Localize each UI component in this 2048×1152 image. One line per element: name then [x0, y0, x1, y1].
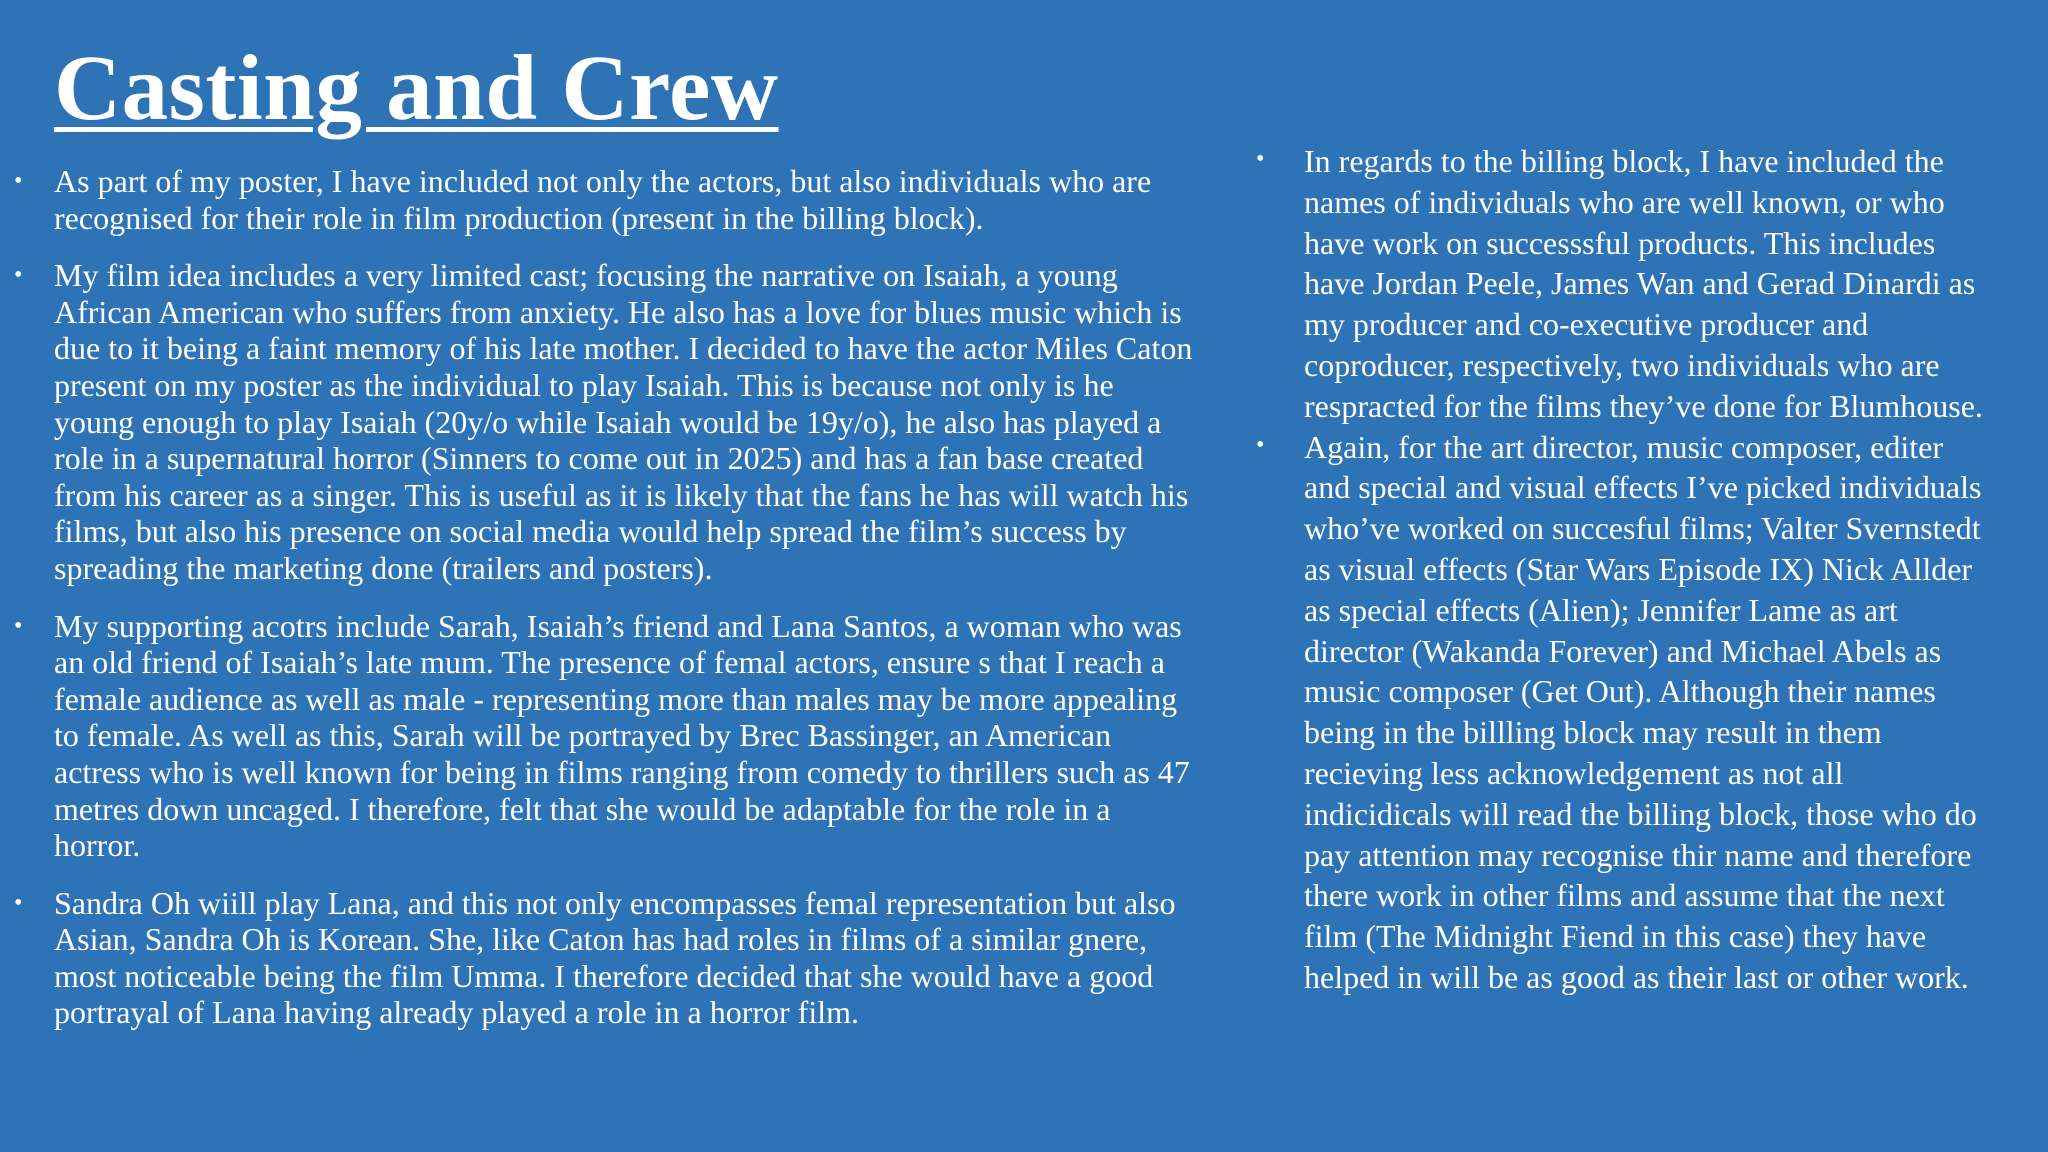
bullet-icon: •	[1256, 431, 1265, 458]
right-bullet-list	[1252, 141, 1992, 998]
left-bullet-3	[14, 608, 1199, 864]
left-bullet-1	[14, 163, 1199, 236]
bullet-icon: •	[14, 612, 23, 639]
bullet-text: In regards to the billing block, I have included the names of individuals who are well known, or who have work on successsful products. This includes have Jordan Peele, James Wan and Gerad Dinardi as my producer and co-executive producer and coproducer, respectively, two individuals who are respracted for the films they’ve done for Blumhouse.	[1304, 143, 1983, 424]
bullet-icon: •	[14, 262, 23, 289]
bullet-text: As part of my poster, I have included not only the actors, but also individuals who are recognised for their role in film production (present in the billing block).	[54, 163, 1152, 236]
right-bullet-2	[1252, 427, 1992, 998]
right-bullet-1	[1252, 141, 1992, 427]
bullet-text: Sandra Oh wiill play Lana, and this not only encompasses femal representation but also Asian, Sandra Oh is Korean. She, like Caton has had roles in films of a similar gnere, most noticeable being the film Umma. I therefore decided that she would have a good portrayal of Lana having already played a role in a horror film.	[54, 884, 1176, 1031]
bullet-icon: •	[14, 889, 23, 916]
bullet-icon: •	[1256, 146, 1265, 172]
left-bullet-4	[14, 885, 1199, 1031]
left-bullet-list	[14, 163, 1199, 1052]
bullet-text: Again, for the art director, music composer, editer and special and visual effects I’ve picked individuals who’ve worked on succesful films; Valter Svernstedt as visual effects (Star Wars Episode IX) Nick Allder as special effects (Alien); Jennifer Lame as art director (Wakanda Forever) and Michael Abels as music composer (Get Out). Although their names being in the billling block may result in them recieving less acknowledgement as not all indicidicals will read the billing block, those who do pay attention may recognise thir name and therefore there work in other films and assume that the next film (The Midnight Fiend in this case) they have helped in will be as good as their last or other work.	[1304, 428, 1982, 995]
slide-title: Casting and Crew	[54, 37, 779, 140]
bullet-text: My supporting acotrs include Sarah, Isaiah’s friend and Lana Santos, a woman who was an old friend of Isaiah’s late mum. The presence of femal actors, ensure s that I reach a female audience as well as male - representing more than males may be more appealing to female. As well as this, Sarah will be portrayed by Brec Bassinger, an American actress who is well known for being in films ranging from comedy to thrillers such as 47 metres down uncaged. I therefore, felt that she would be adaptable for the role in a horror.	[54, 607, 1190, 864]
left-bullet-2	[14, 257, 1199, 586]
bullet-icon: •	[14, 168, 23, 194]
bullet-text: My film idea includes a very limited cast; focusing the narrative on Isaiah, a young African American who suffers from anxiety. He also has a love for blues music which is due to it being a faint memory of his late mother. I decided to have the actor Miles Caton present on my poster as the individual to play Isaiah. This is because not only is he young enough to play Isaiah (20y/o while Isaiah would be 19y/o), he also has played a role in a supernatural horror (Sinners to come out in 2025) and has a fan base created from his career as a singer. This is useful as it is likely that the fans he has will watch his films, but also his presence on social media would help spread the film’s success by spreading the marketing done (trailers and posters).	[54, 257, 1193, 586]
